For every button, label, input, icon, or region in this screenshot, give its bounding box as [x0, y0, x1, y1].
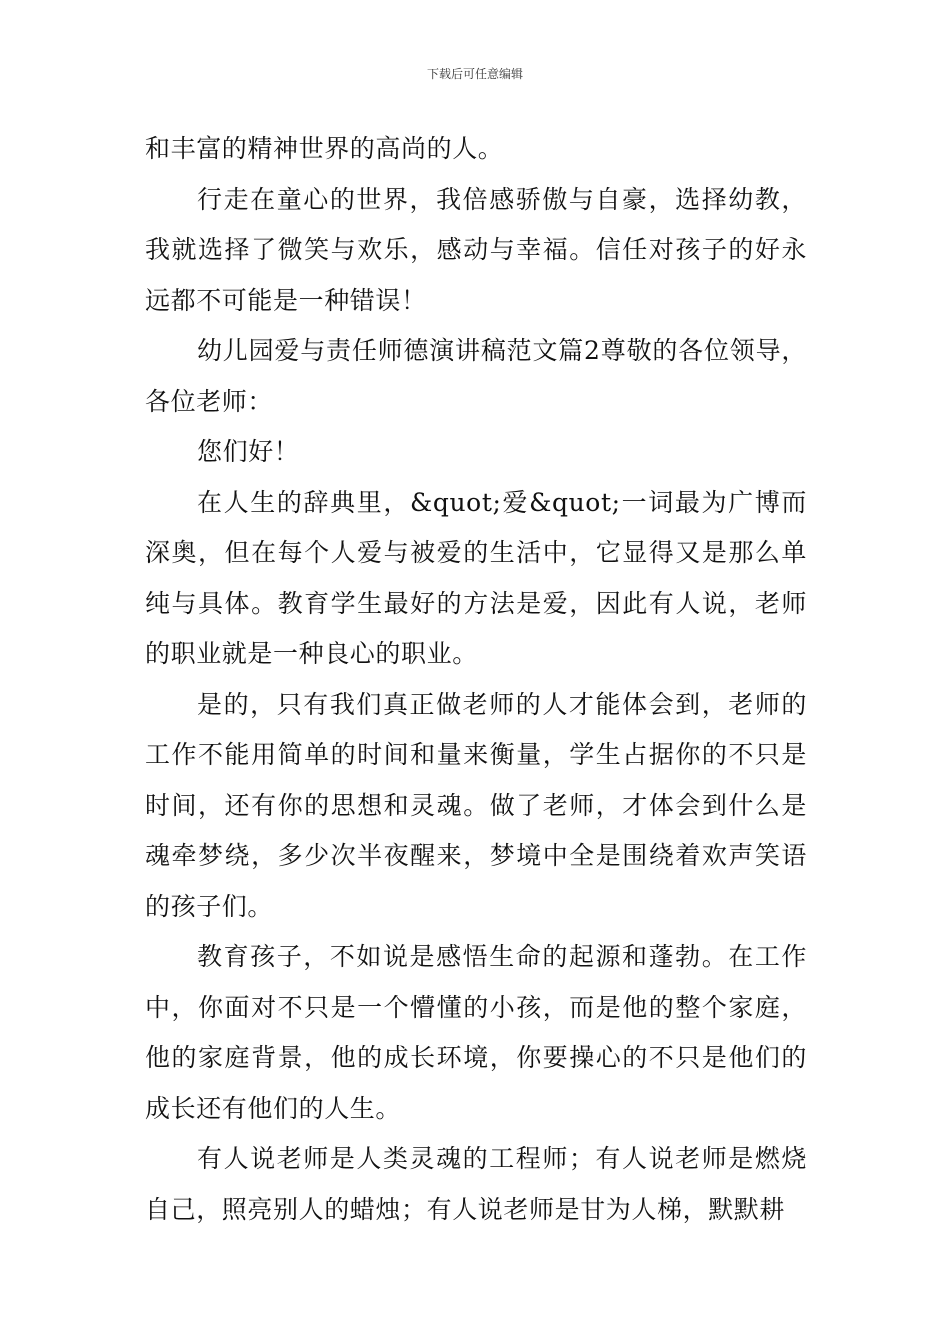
paragraph-1: 和丰富的精神世界的高尚的人。: [145, 134, 504, 163]
page-header-note: 下载后可任意编辑: [426, 67, 523, 81]
paragraph-7: 教育孩子，不如说是感悟生命的起源和蓬勃。在工作中，你面对不只是一个懵懂的小孩，而是他的整个家庭，他的家庭背景，他的成长环境，你要操心的不只是他们的成长还有他们的人生。: [145, 942, 807, 1123]
paragraph-2: 行走在童心的世界，我倍感骄傲与自豪，选择幼教，我就选择了微笑与欢乐，感动与幸福。信任对孩子的好永远都不可能是一种错误！: [145, 184, 807, 315]
document-body: [145, 124, 807, 1235]
paragraph-6: 是的，只有我们真正做老师的人才能体会到，老师的工作不能用简单的时间和量来衡量，学生占据你的不只是时间，还有你的思想和灵魂。做了老师，才体会到什么是魂牵梦绕，多少次半夜醒来，梦境中全是围绕着欢声笑语的孩子们。: [145, 689, 807, 921]
paragraph-3: 幼儿园爱与责任师德演讲稿范文篇2尊敬的各位领导，各位老师：: [145, 336, 807, 416]
paragraph-4: 您们好！: [197, 437, 300, 466]
paragraph-8: 有人说老师是人类灵魂的工程师；有人说老师是燃烧自己，照亮别人的蜡烛；有人说老师是甘为人梯，默默耕: [145, 1144, 807, 1224]
paragraph-5: 在人生的辞典里，&quot;爱&quot;一词最为广博而深奥，但在每个人爱与被爱的生活中，它显得又是那么单纯与具体。教育学生最好的方法是爱，因此有人说，老师的职业就是一种良心的职业。: [145, 487, 807, 668]
